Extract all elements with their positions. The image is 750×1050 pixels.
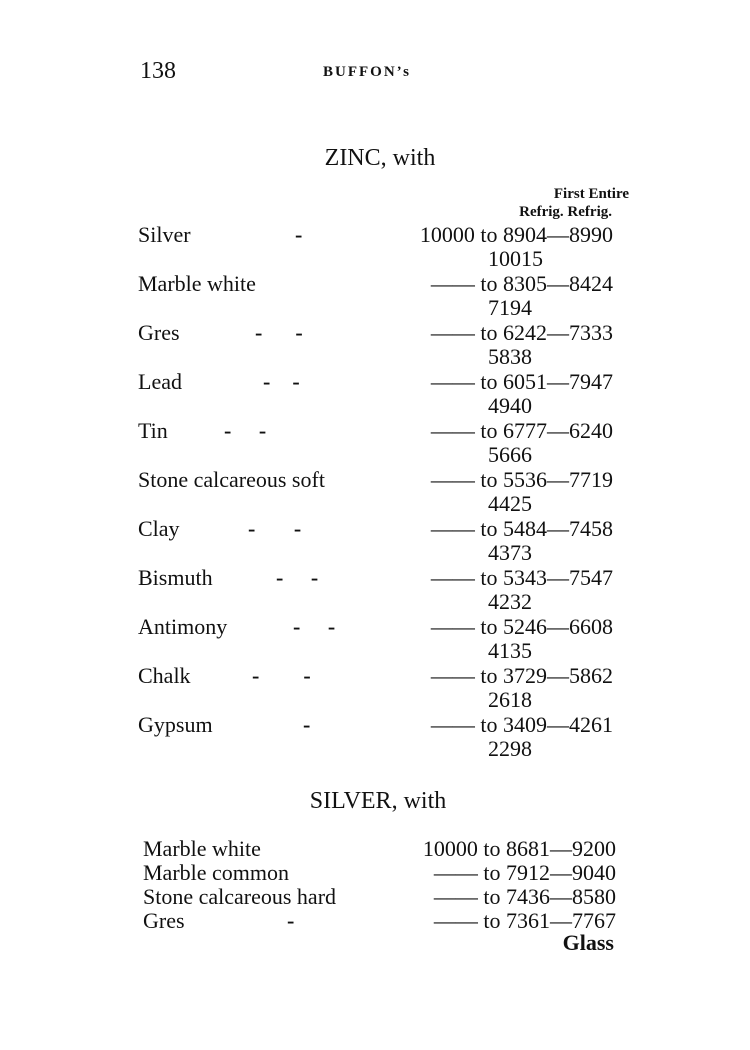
table-row xyxy=(0,222,750,270)
leader-dots: - - xyxy=(248,516,302,541)
leader-dots: - - xyxy=(255,320,303,345)
row-label: Marble white xyxy=(138,271,256,296)
row-value: —— to 5343—7547 xyxy=(430,565,613,590)
row-label: Antimony xyxy=(138,614,228,639)
row-sub-value: 4425 xyxy=(488,491,532,516)
zinc-section-title: ZINC, with xyxy=(324,145,436,171)
table-row xyxy=(0,516,750,564)
page-number: 138 xyxy=(140,58,176,84)
row-sub-value: 7194 xyxy=(488,295,532,320)
leader-dots: - - xyxy=(293,614,336,639)
leader-dots: - xyxy=(303,712,311,737)
table-row xyxy=(0,908,750,932)
table-row xyxy=(0,320,750,368)
table-row xyxy=(0,663,750,711)
row-value: —— to 5536—7719 xyxy=(430,467,613,492)
row-value: —— to 5484—7458 xyxy=(430,516,613,541)
table-row xyxy=(0,884,750,908)
row-value: —— to 5246—6608 xyxy=(430,614,613,639)
row-value: —— to 3729—5862 xyxy=(430,663,613,688)
table-row xyxy=(0,836,750,860)
row-sub-value: 5666 xyxy=(488,442,532,467)
column-header-refrig: Refrig. Refrig. xyxy=(519,204,612,220)
row-sub-value: 2298 xyxy=(488,736,532,761)
table-row xyxy=(0,369,750,417)
row-label: Stone calcareous soft xyxy=(138,467,325,492)
leader-dots: - - xyxy=(224,418,267,443)
leader-dots: - - xyxy=(263,369,300,394)
table-row xyxy=(0,712,750,760)
row-label: Gres xyxy=(143,908,185,933)
leader-dots: - - xyxy=(252,663,311,688)
row-label: Bismuth xyxy=(138,565,213,590)
running-head: BUFFON’s xyxy=(323,64,411,80)
table-row xyxy=(0,271,750,319)
row-label: Lead xyxy=(138,369,182,394)
row-value: —— to 7912—9040 xyxy=(433,860,616,885)
column-header-first-entire: First Entire xyxy=(553,186,629,202)
leader-dots: - xyxy=(295,222,303,247)
row-label: Tin xyxy=(138,418,168,443)
row-value: —— to 7361—7767 xyxy=(433,908,616,933)
table-row xyxy=(0,467,750,515)
row-sub-value: 4373 xyxy=(488,540,532,565)
silver-section-title: SILVER, with xyxy=(309,788,447,814)
row-sub-value: 5838 xyxy=(488,344,532,369)
row-label: Stone calcareous hard xyxy=(143,884,337,909)
row-value: —— to 3409—4261 xyxy=(430,712,613,737)
row-label: Chalk xyxy=(138,663,191,688)
table-row xyxy=(0,418,750,466)
table-row xyxy=(0,614,750,662)
row-value: —— to 6777—6240 xyxy=(430,418,613,443)
row-label: Gres xyxy=(138,320,180,345)
row-label: Clay xyxy=(138,516,180,541)
row-sub-value: 4940 xyxy=(488,393,532,418)
table-row xyxy=(0,860,750,884)
catchword: Glass xyxy=(562,930,614,955)
row-value: 10000 to 8904—8990 xyxy=(419,222,613,247)
row-value: —— to 6242—7333 xyxy=(430,320,613,345)
table-row xyxy=(0,565,750,613)
row-sub-value: 4135 xyxy=(488,638,532,663)
row-value: —— to 8305—8424 xyxy=(430,271,613,296)
row-label: Marble white xyxy=(143,836,261,861)
row-label: Silver xyxy=(138,222,191,247)
leader-dots: - - xyxy=(276,565,319,590)
row-label: Gypsum xyxy=(138,712,213,737)
row-sub-value: 4232 xyxy=(488,589,532,614)
row-sub-value: 10015 xyxy=(488,246,543,271)
row-label: Marble common xyxy=(143,860,290,885)
row-sub-value: 2618 xyxy=(488,687,532,712)
row-value: —— to 6051—7947 xyxy=(430,369,613,394)
leader-dots: - xyxy=(287,908,295,933)
row-value: 10000 to 8681—9200 xyxy=(422,836,616,861)
row-value: —— to 7436—8580 xyxy=(433,884,616,909)
